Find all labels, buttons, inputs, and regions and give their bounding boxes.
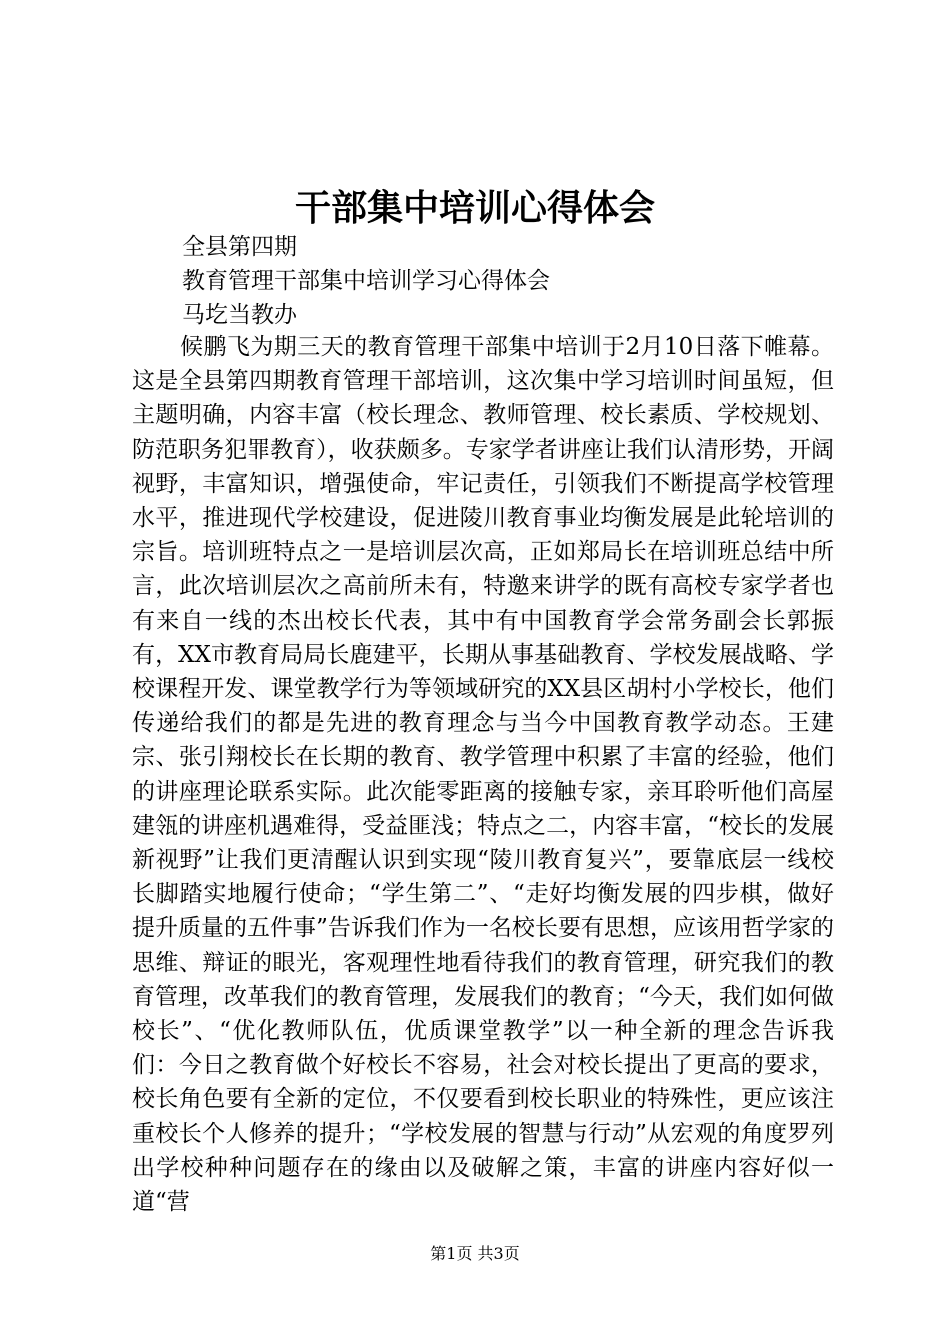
body-paragraph: 候鹏飞为期三天的教育管理干部集中培训于2月10日落下帷幕。这是全县第四期教育管理干部培训，这次集中学习培训时间虽短，但主题明确，内容丰富（校长理念、教师管理、校长素质、学校规划、防范职务犯罪教育），收获颇多。专家学者讲座让我们认清形势，开阔视野，丰富知识，增强使命，牢记责任，引领我们不断提高学校管理水平，推进现代学校建设，促进陵川教育事业均衡发展是此轮培训的宗旨。培训班特点之一是培训层次高，正如郑局长在培训班总结中所言，此次培训层次之高前所未有，特邀来讲学的既有高校专家学者也有来自一线的杰出校长代表，其中有中国教育学会常务副会长郭振有，XX市教育局局长鹿建平，长期从事基础教育、学校发展战略、学校课程开发、课堂教学行为等领域研究的XX县区胡村小学校长，他们传递给我们的都是先进的教育理念与当今中国教育教学动态。王建宗、张引翔校长在长期的教育、教学管理中积累了丰富的经验，他们的讲座理论联系实际。此次能零距离的接触专家，亲耳聆听他们高屋建瓴的讲座机遇难得，受益匪浅；特点之二，内容丰富，“校长的发展新视野”让我们更清醒认识到实现“陵川教育复兴”，要靠底层一线校长脚踏实地履行使命；“学生第二”、“走好均衡发展的四步棋，做好提升质量的五件事”告诉我们作为一名校长要有思想，应该用哲学家的思维、辩证的眼光，客观理性地看待我们的教育管理，研究我们的教育管理，改革我们的教育管理，发展我们的教育；“今天，我们如何做校长”、“优化教师队伍，优质课堂教学”以一种全新的理念告诉我们：今日之教育做个好校长不容易，社会对校长提出了更高的要求，校长角色要有全新的定位，不仅要看到校长职业的特殊性，更应该注重校长个人修养的提升；“学校发展的智慧与行动”从宏观的角度罗列出学校种种问题存在的缘由以及破解之策，丰富的讲座内容好似一道“营 bbox=[132, 334, 834, 1216]
header-line-subtitle: 教育管理干部集中培训学习心得体会 bbox=[182, 268, 550, 294]
document-header bbox=[182, 230, 862, 332]
page-number-footer: 第1页 共3页 bbox=[430, 1244, 520, 1263]
document-title: 干部集中培训心得体会 bbox=[294, 187, 655, 229]
header-line-series: 全县第四期 bbox=[182, 234, 297, 260]
header-line-author-unit: 马圪当教办 bbox=[182, 302, 297, 328]
